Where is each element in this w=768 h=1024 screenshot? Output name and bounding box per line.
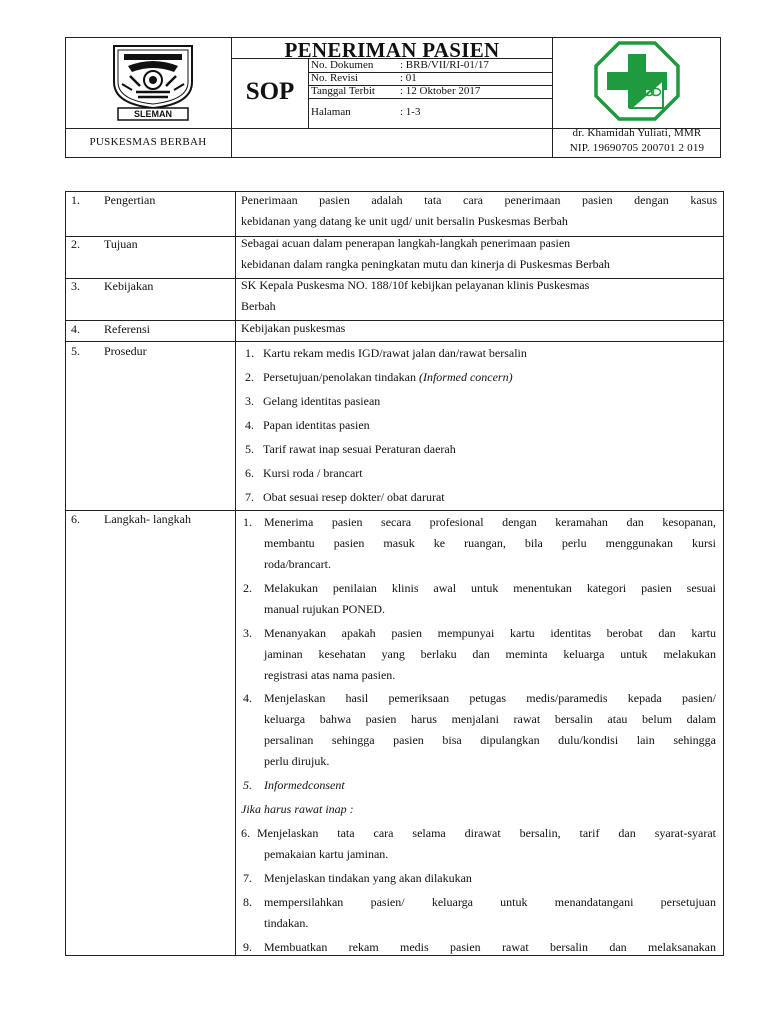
header-divider xyxy=(552,37,553,158)
page-title: PENERIMAN PASIEN xyxy=(284,38,500,62)
signer-name: dr. Khamidah Yuliati, MMR xyxy=(572,127,702,139)
sleman-logo xyxy=(108,42,198,124)
list-number: 1. xyxy=(245,346,254,360)
step-number: 9. xyxy=(243,940,252,954)
meta-value: : BRB/VII/RI-01/17 xyxy=(400,59,489,71)
meta-value: : 01 xyxy=(400,72,417,84)
row-text: Penerimaan pasien adalah tata cara penerimaan pasien dengan kasus xyxy=(241,193,717,207)
step-text: perlu dirujuk. xyxy=(264,754,330,768)
row-heading: Tujuan xyxy=(104,237,138,251)
row-text: Sebagai acuan dalam penerapan langkah-langkah penerimaan pasien xyxy=(241,236,571,250)
puskesmas-cross-icon xyxy=(593,40,681,122)
unit-name: PUSKESMAS BERBAH xyxy=(89,136,207,148)
row-number: 3. xyxy=(71,279,80,293)
step-text: mempersilahkan pasien/ keluarga untuk menandatangani persetujuan xyxy=(264,895,716,909)
step-text: Menjelaskan hasil pemeriksaan petugas medis/paramedis kepada pasien/ xyxy=(264,691,716,705)
row-text: kebidanan yang datang ke unit ugd/ unit bersalin Puskesmas Berbah xyxy=(241,214,568,228)
row-text: SK Kepala Puskesma NO. 188/10f kebijkan pelayanan klinis Puskesmas xyxy=(241,278,590,292)
step-number: 8. xyxy=(243,895,252,909)
row-heading: Referensi xyxy=(104,322,150,336)
header-divider xyxy=(308,58,309,128)
step-number: 3. xyxy=(243,626,252,640)
logo-caption: SLEMAN xyxy=(134,109,172,119)
row-number: 4. xyxy=(71,322,80,336)
row-number: 5. xyxy=(71,344,80,358)
step-text: registrasi atas nama pasien. xyxy=(264,668,396,682)
step-text: Membuatkan rekam medis pasien rawat bersalin dan melaksanakan xyxy=(264,940,716,954)
step-text: persalinan sehingga pasien bisa dipulangkan dulu/kondisi lain sehingga xyxy=(264,733,716,747)
step-number: 6. xyxy=(241,826,250,840)
list-item: Papan identitas pasien xyxy=(263,418,370,432)
step-text: Melakukan penilaian klinis awal untuk menentukan kategori pasien sesuai xyxy=(264,581,716,595)
row-text: kebidanan dalam rangka peningkatan mutu dan kinerja di Puskesmas Berbah xyxy=(241,257,610,271)
list-item: Persetujuan/penolakan tindakan (Informed concern) xyxy=(263,370,513,384)
header-divider xyxy=(308,98,552,99)
row-number: 6. xyxy=(71,512,80,526)
table-divider xyxy=(65,510,724,511)
puskesmas-logo xyxy=(593,40,681,122)
table-divider xyxy=(65,320,724,321)
meta-value: : 1-3 xyxy=(400,106,421,118)
meta-key: No. Dokumen xyxy=(311,59,374,71)
sop-label: SOP xyxy=(245,78,295,105)
step-number: 5. xyxy=(243,778,252,792)
meta-key: No. Revisi xyxy=(311,72,359,84)
row-heading: Langkah- langkah xyxy=(104,512,191,526)
list-number: 3. xyxy=(245,394,254,408)
step-text: jaminan kesehatan yang berlaku dan meminta keluarga untuk melakukan xyxy=(264,647,716,661)
list-item: Kartu rekam medis IGD/rawat jalan dan/rawat bersalin xyxy=(263,346,527,360)
list-number: 6. xyxy=(245,466,254,480)
list-number: 4. xyxy=(245,418,254,432)
row-text: Berbah xyxy=(241,299,276,313)
list-item: Gelang identitas pasiean xyxy=(263,394,381,408)
step-text: Menjelaskan tata cara selama dirawat bersalin, tarif dan syarat-syarat xyxy=(257,826,716,840)
signer-nip: NIP. 19690705 200701 2 019 xyxy=(569,142,705,154)
step-text: manual rujukan PONED. xyxy=(264,602,385,616)
row-heading: Kebijakan xyxy=(104,279,154,293)
table-divider xyxy=(65,341,724,342)
table-divider xyxy=(235,191,236,956)
step-text: keluarga bahwa pasien harus menjalani rawat bersalin atau belum dalam xyxy=(264,712,716,726)
step-text: Informedconsent xyxy=(264,778,345,792)
meta-value: : 12 Oktober 2017 xyxy=(400,85,481,97)
row-heading: Pengertian xyxy=(104,193,156,207)
step-text: tindakan. xyxy=(264,916,309,930)
step-text: pemakaian kartu jaminan. xyxy=(264,847,389,861)
subheading: Jika harus rawat inap : xyxy=(241,802,354,816)
step-text: Menanyakan apakah pasien mempunyai kartu identitas berobat dan kartu xyxy=(264,626,716,640)
list-item: Tarif rawat inap sesuai Peraturan daerah xyxy=(263,442,456,456)
row-number: 1. xyxy=(71,193,80,207)
list-number: 7. xyxy=(245,490,254,504)
step-number: 2. xyxy=(243,581,252,595)
meta-key: Tanggal Terbit xyxy=(311,85,375,97)
row-text: Kebijakan puskesmas xyxy=(241,321,346,335)
meta-key: Halaman xyxy=(311,106,351,118)
step-number: 7. xyxy=(243,871,252,885)
list-number: 2. xyxy=(245,370,254,384)
step-text: membantu pasien masuk ke ruangan, bila perlu menggunakan kursi xyxy=(264,536,716,550)
list-item: Kursi roda / brancart xyxy=(263,466,363,480)
list-item: Obat sesuai resep dokter/ obat darurat xyxy=(263,490,445,504)
list-number: 5. xyxy=(245,442,254,456)
step-text: roda/brancart. xyxy=(264,557,331,571)
step-text: Menjelaskan tindakan yang akan dilakukan xyxy=(264,871,472,885)
row-heading: Prosedur xyxy=(104,344,147,358)
step-number: 1. xyxy=(243,515,252,529)
row-number: 2. xyxy=(71,237,80,251)
step-text: Menerima pasien secara profesional dengan keramahan dan kesopanan, xyxy=(264,515,716,529)
step-number: 4. xyxy=(243,691,252,705)
